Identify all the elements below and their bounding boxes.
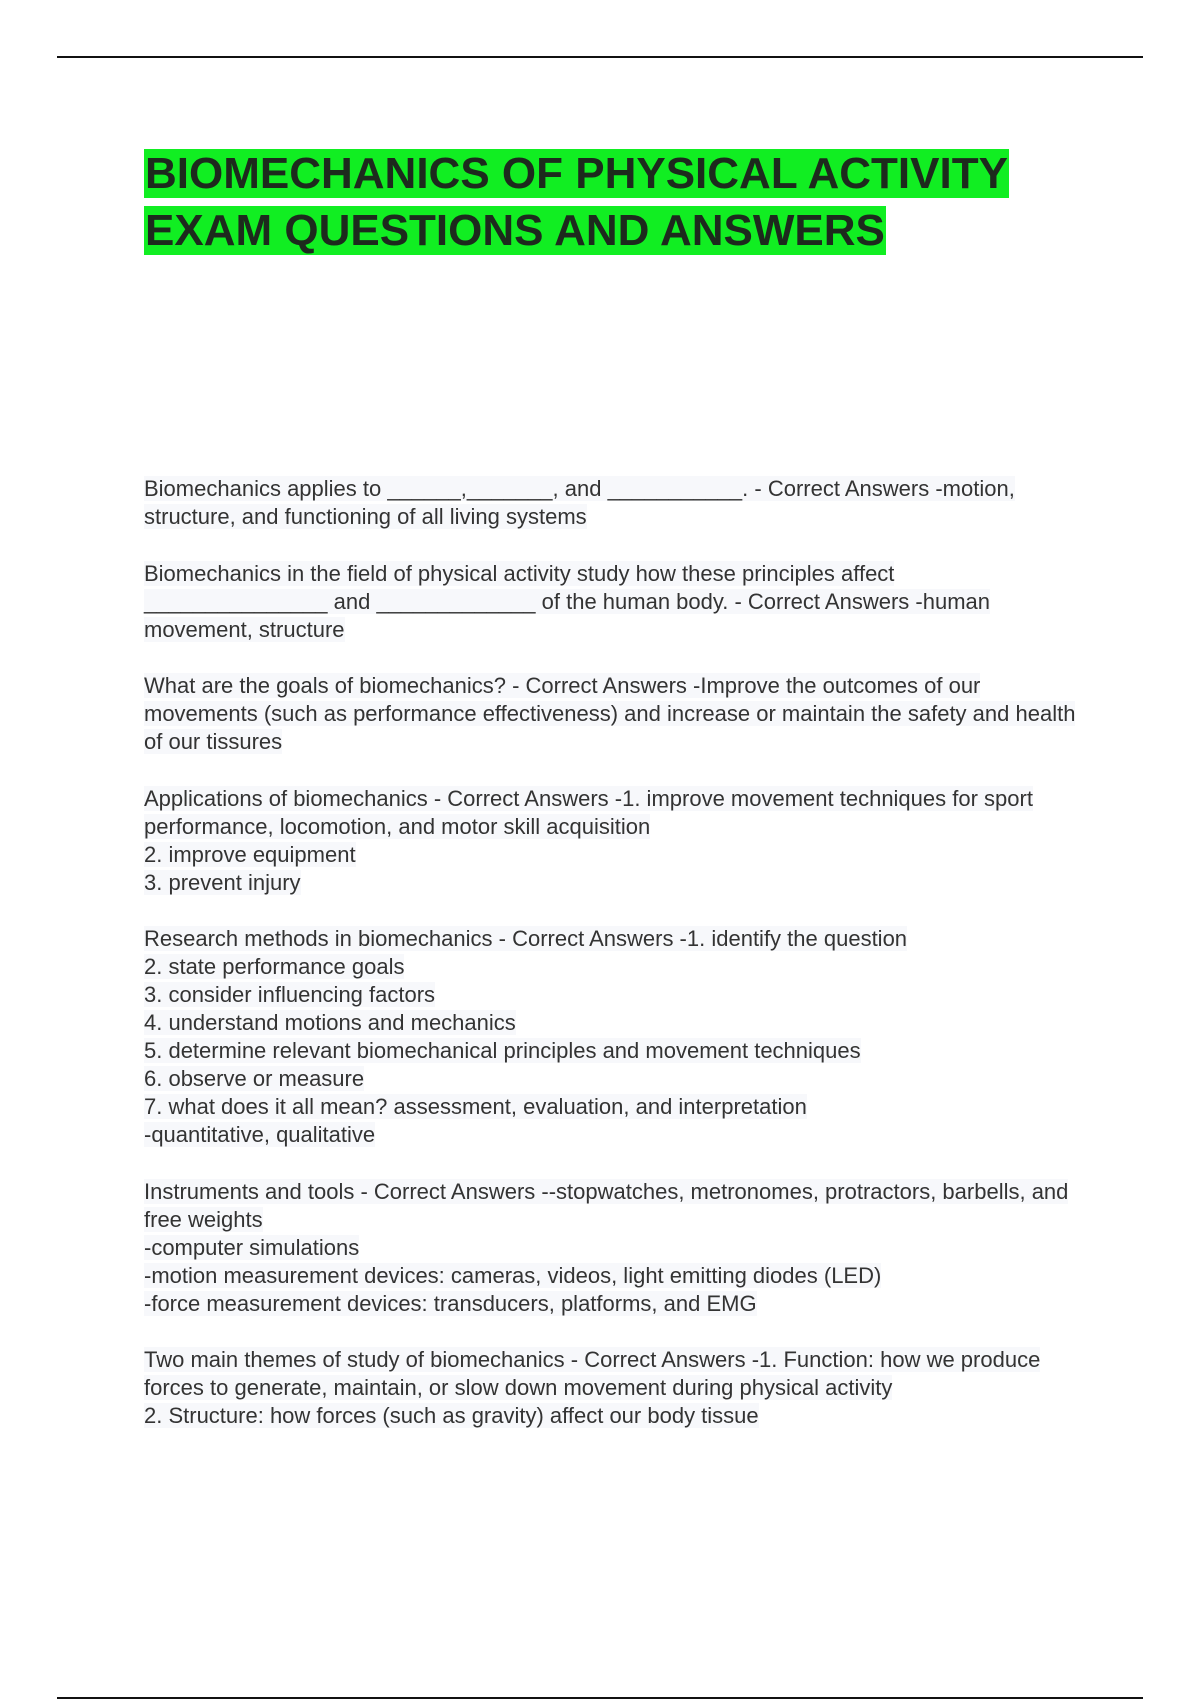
qa-question: What are the goals of biomechanics? (144, 673, 506, 698)
qa-answer: human movement, structure (144, 588, 991, 642)
top-rule (57, 56, 1143, 58)
qa-item (144, 475, 1084, 531)
qa-question: Two main themes of study of biomechanics (144, 1347, 565, 1372)
bottom-rule (57, 1697, 1143, 1699)
qa-item (144, 785, 1084, 897)
qa-answer-label: - Correct Answers - (427, 785, 623, 811)
qa-answer: -stopwatches, metronomes, protractors, barbells, and free weights -computer simulations -motion measurement devices: cameras, videos, light emitting diodes (LED) -force measurement devices: transducers, platforms, and EMG (144, 1178, 1069, 1316)
qa-question: Research methods in biomechanics (144, 926, 493, 951)
qa-item (144, 1178, 1084, 1318)
qa-answer-label: - Correct Answers - (564, 1347, 760, 1372)
qa-answer: 1. identify the question 2. state performance goals 3. consider influencing factors 4. understand motions and mechanics 5. determine relevant biomechanical principles and movement techniques 6. observe or measure 7. what does it all mean? assessment, evaluation, and interpretation -quantitative, qualitative (144, 926, 908, 1147)
qa-answer-label: - Correct Answers - (728, 588, 923, 614)
qa-question: Biomechanics in the field of physical activity study how these principles affect _______________ and _____________ of the human body. (144, 560, 895, 614)
qa-item (144, 672, 1084, 756)
qa-item (144, 1346, 1084, 1430)
qa-question: Instruments and tools (144, 1178, 355, 1204)
document-title (144, 145, 1044, 259)
qa-answer-label: - Correct Answers - (505, 673, 701, 698)
qa-answer: 1. improve movement techniques for sport performance, locomotion, and motor skill acquisition 2. improve equipment 3. prevent injury (144, 785, 1033, 895)
title-highlight: BIOMECHANICS OF PHYSICAL ACTIVITY EXAM QUESTIONS AND ANSWERS (145, 149, 1008, 255)
qa-answer: 1. Function: how we produce forces to generate, maintain, or slow down movement during physical activity 2. Structure: how forces (such as gravity) affect our body tissue (144, 1347, 1041, 1428)
qa-answer: motion, structure, and functioning of all living systems (144, 476, 1015, 529)
qa-question: Biomechanics applies to ______,_______, and ___________. (144, 476, 749, 501)
qa-answer-label: - Correct Answers - (748, 476, 943, 501)
qa-list (144, 475, 1084, 1459)
qa-item (144, 925, 1084, 1149)
qa-answer-label: - Correct Answers - (354, 1178, 549, 1204)
qa-answer-label: - Correct Answers - (492, 926, 687, 951)
qa-answer: Improve the outcomes of our movements (such as performance effectiveness) and increase or maintain the safety and health of our tissures (144, 673, 1076, 754)
qa-question: Applications of biomechanics (144, 785, 428, 811)
qa-item (144, 560, 1084, 644)
